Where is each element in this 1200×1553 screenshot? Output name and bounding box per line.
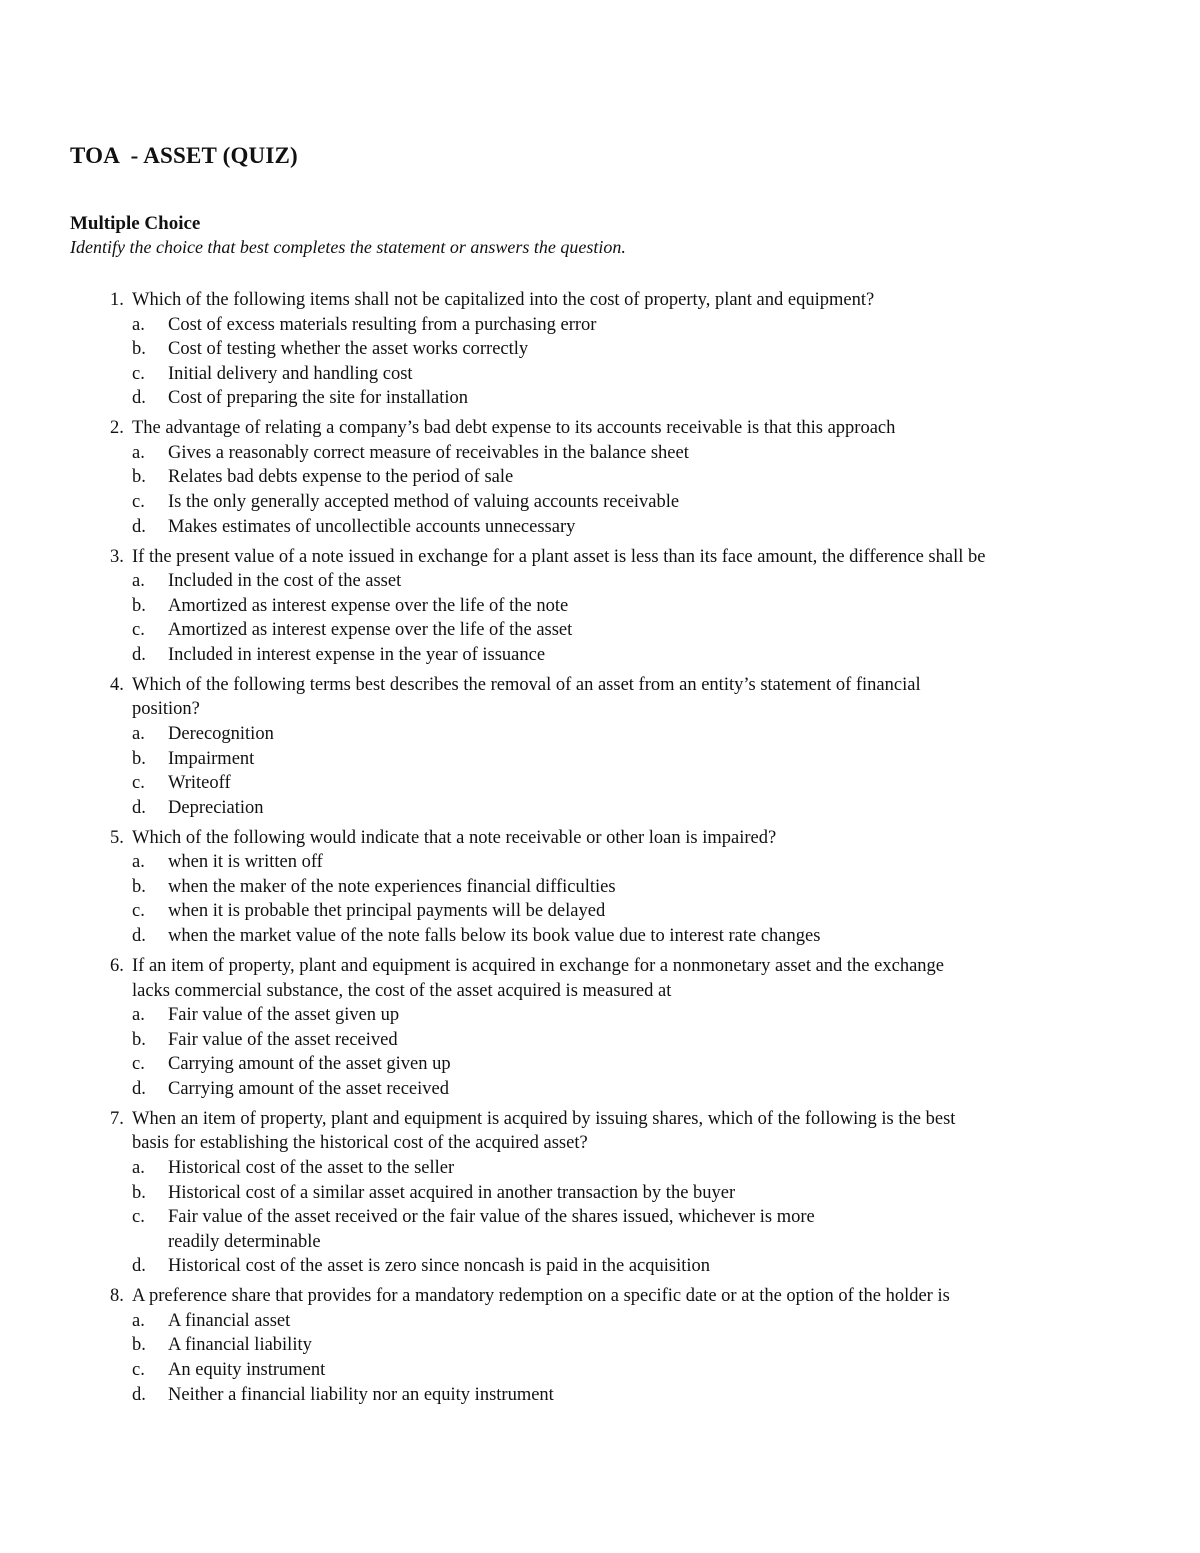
question-text: Which of the following terms best describes the removal of an asset from an entity’s statement of financial position? [132, 674, 921, 720]
question-text: A preference share that provides for a mandatory redemption on a specific date or at the option of the holder is [132, 1286, 950, 1307]
question-stem [96, 1284, 1156, 1309]
answer-option [96, 1028, 1156, 1053]
option-text: Historical cost of a similar asset acquired in another transaction by the buyer [168, 1182, 736, 1203]
answer-option [96, 796, 1156, 821]
question-stem [96, 288, 1156, 313]
question-text: Which of the following items shall not be capitalized into the cost of property, plant and equipment? [132, 290, 875, 310]
question-text: If the present value of a note issued in exchange for a plant asset is less than its face amount, the difference shall be [132, 546, 986, 567]
question-number: 8. [110, 1286, 124, 1307]
answer-options [96, 722, 1156, 820]
option-letter: d. [132, 926, 146, 947]
answer-option [96, 1003, 1156, 1028]
answer-option [96, 771, 1156, 796]
answer-option [96, 569, 1156, 594]
answer-options [96, 569, 1156, 667]
question-number: 7. [110, 1108, 124, 1129]
question-number-cell [96, 545, 132, 570]
answer-option [96, 1181, 1156, 1206]
answer-option [96, 465, 1156, 490]
option-letter: a. [132, 723, 145, 744]
answer-option [96, 1077, 1156, 1102]
question-stem [96, 1107, 1156, 1156]
option-letter: d. [132, 516, 146, 537]
answer-option [96, 313, 1156, 338]
option-text: Carrying amount of the asset received [168, 1078, 449, 1099]
answer-options [96, 1156, 1156, 1279]
option-text: Is the only generally accepted method of valuing accounts receivable [168, 492, 680, 513]
option-letter: d. [132, 388, 146, 409]
question-stem [96, 416, 1156, 441]
answer-option [96, 924, 1156, 949]
question-number-cell [96, 826, 132, 851]
answer-options [96, 1003, 1156, 1101]
question-number: 3. [110, 546, 124, 567]
answer-option [96, 386, 1156, 411]
answer-option [96, 618, 1156, 643]
option-text: A financial asset [168, 1310, 291, 1331]
answer-option [96, 1254, 1156, 1279]
option-text: Fair value of the asset received or the fair value of the shares issued, whichever is more readily determinable [168, 1207, 815, 1252]
option-text: Cost of preparing the site for installation [168, 388, 469, 409]
option-text: A financial liability [168, 1335, 312, 1356]
option-letter: c. [132, 773, 145, 794]
question-item [96, 545, 1156, 668]
option-letter: c. [132, 363, 145, 384]
option-text: when the market value of the note falls below its book value due to interest rate changes [168, 926, 821, 947]
document-title: TOA - ASSET (QUIZ) [70, 143, 298, 168]
answer-option [96, 441, 1156, 466]
option-text: Historical cost of the asset to the seller [168, 1157, 455, 1178]
option-letter: a. [132, 852, 145, 873]
answer-options [96, 850, 1156, 948]
option-letter: b. [132, 595, 146, 616]
option-letter: d. [132, 1256, 146, 1277]
question-number-cell [96, 288, 132, 313]
question-item [96, 1284, 1156, 1407]
question-item [96, 1107, 1156, 1279]
option-letter: b. [132, 876, 146, 897]
option-letter: b. [132, 339, 146, 360]
answer-option [96, 1156, 1156, 1181]
option-text: Neither a financial liability nor an equity instrument [168, 1384, 554, 1405]
answer-option [96, 490, 1156, 515]
answer-option [96, 722, 1156, 747]
answer-option [96, 1052, 1156, 1077]
answer-option [96, 337, 1156, 362]
option-text: Gives a reasonably correct measure of receivables in the balance sheet [168, 442, 689, 463]
answer-option [96, 850, 1156, 875]
answer-option [96, 1205, 1156, 1254]
option-letter: c. [132, 492, 145, 513]
question-number: 2. [110, 418, 124, 439]
option-text: when it is probable thet principal payments will be delayed [168, 901, 606, 922]
option-text: Amortized as interest expense over the life of the note [168, 595, 569, 616]
option-letter: b. [132, 1182, 146, 1203]
option-text: Included in the cost of the asset [168, 571, 402, 592]
option-text: when the maker of the note experiences financial difficulties [168, 876, 616, 897]
option-text: Amortized as interest expense over the life of the asset [168, 620, 573, 641]
question-item [96, 673, 1156, 821]
answer-option [96, 1309, 1156, 1334]
option-letter: a. [132, 1005, 145, 1026]
question-text: The advantage of relating a company’s bad debt expense to its accounts receivable is that this approach [132, 418, 896, 439]
option-text: Makes estimates of uncollectible accounts unnecessary [168, 516, 576, 537]
option-text: Fair value of the asset received [168, 1029, 398, 1050]
option-letter: d. [132, 797, 146, 818]
option-letter: a. [132, 571, 145, 592]
option-text: An equity instrument [168, 1360, 326, 1381]
question-stem [96, 673, 1156, 722]
question-number: 6. [110, 955, 124, 976]
section-instructions: Identify the choice that best completes the statement or answers the question. [70, 237, 626, 257]
question-number-cell [96, 673, 132, 722]
answer-options [96, 441, 1156, 539]
question-number-cell [96, 1284, 132, 1309]
answer-option [96, 899, 1156, 924]
option-letter: a. [132, 1157, 145, 1178]
answer-option [96, 515, 1156, 540]
option-text: Cost of testing whether the asset works correctly [168, 339, 529, 360]
option-text: Fair value of the asset given up [168, 1005, 400, 1026]
option-letter: b. [132, 1029, 146, 1050]
option-letter: c. [132, 1207, 145, 1228]
option-letter: d. [132, 1078, 146, 1099]
option-letter: a. [132, 442, 145, 463]
option-text: Cost of excess materials resulting from a purchasing error [168, 314, 597, 335]
answer-option [96, 594, 1156, 619]
option-letter: c. [132, 620, 145, 641]
option-letter: d. [132, 1384, 146, 1405]
answer-options [96, 1309, 1156, 1407]
option-letter: c. [132, 901, 145, 922]
answer-option [96, 1383, 1156, 1408]
option-letter: c. [132, 1054, 145, 1075]
question-item [96, 826, 1156, 949]
option-text: Derecognition [168, 723, 274, 744]
option-letter: a. [132, 314, 145, 335]
option-text: Depreciation [168, 797, 264, 818]
answer-option [96, 747, 1156, 772]
option-text: Relates bad debts expense to the period of sale [168, 467, 514, 488]
question-text: Which of the following would indicate that a note receivable or other loan is impaired? [132, 827, 777, 848]
answer-option [96, 875, 1156, 900]
question-number: 1. [110, 290, 124, 310]
option-letter: a. [132, 1310, 145, 1331]
option-letter: c. [132, 1360, 145, 1381]
section-heading: Multiple Choice [70, 213, 201, 234]
option-text: Writeoff [168, 773, 231, 794]
option-text: Initial delivery and handling cost [168, 363, 413, 384]
question-number-cell [96, 1107, 132, 1156]
answer-option [96, 1358, 1156, 1383]
answer-option [96, 643, 1156, 668]
option-text: Historical cost of the asset is zero since noncash is paid in the acquisition [168, 1256, 711, 1277]
option-letter: b. [132, 1335, 146, 1356]
option-text: when it is written off [168, 852, 323, 873]
question-stem [96, 954, 1156, 1003]
question-stem [96, 826, 1156, 851]
option-letter: d. [132, 644, 146, 665]
question-item [96, 416, 1156, 539]
option-letter: b. [132, 467, 146, 488]
question-number-cell [96, 954, 132, 1003]
question-item [96, 954, 1156, 1102]
question-item [96, 288, 1156, 411]
question-number: 4. [110, 674, 124, 695]
question-text: If an item of property, plant and equipment is acquired in exchange for a nonmonetary asset and the exchange lacks commercial substance, the cost of the asset acquired is measured at [132, 955, 944, 1001]
option-text: Included in interest expense in the year of issuance [168, 644, 546, 665]
answer-option [96, 1333, 1156, 1358]
answer-options [96, 313, 1156, 411]
question-stem [96, 545, 1156, 570]
question-number: 5. [110, 827, 124, 848]
question-text: When an item of property, plant and equipment is acquired by issuing shares, which of the following is the best basis for establishing the historical cost of the acquired asset? [132, 1108, 956, 1154]
option-text: Impairment [168, 748, 255, 769]
question-number-cell [96, 416, 132, 441]
option-letter: b. [132, 748, 146, 769]
question-list [96, 288, 1156, 1413]
answer-option [96, 362, 1156, 387]
option-text: Carrying amount of the asset given up [168, 1054, 451, 1075]
